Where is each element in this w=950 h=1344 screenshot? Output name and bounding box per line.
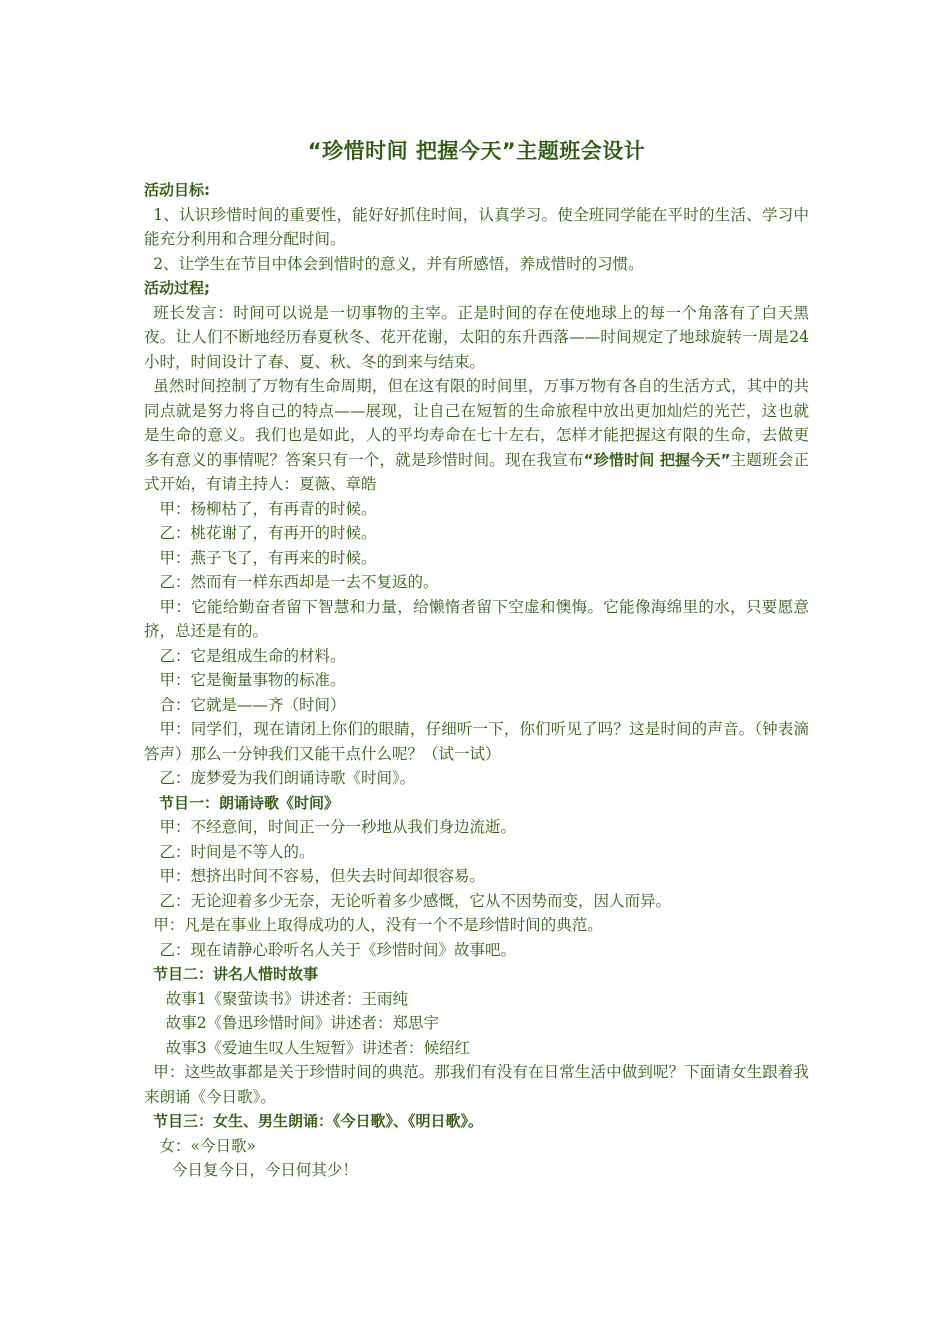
program-1-heading: 节目一：朗诵诗歌《时间》 [159, 793, 340, 812]
dialog-line: 甲：燕子飞了，有再来的时候。 [159, 548, 377, 567]
process-heading: 活动过程; [144, 279, 210, 297]
dialog-line: 乙：它是组成生命的材料。 [159, 646, 346, 665]
document-page [144, 120, 809, 1183]
dialog-line: 甲：凡是在事业上取得成功的人，没有一个不是珍惜时间的典范。 [153, 916, 603, 934]
story-item: 故事2《鲁迅珍惜时间》讲述者：郑思宇 [165, 1014, 440, 1032]
dialog-line: 甲：杨柳枯了，有再青的时候。 [159, 499, 377, 518]
dialog-line: 甲：它能给勤奋者留下智慧和力量，给懒惰者留下空虚和懊悔。它能像海绵里的水，只要愿意挤，总还是有的。 [144, 597, 809, 640]
dialog-line: 甲：想挤出时间不容易，但失去时间却很容易。 [159, 867, 486, 885]
dialog-line: 乙：无论迎着多少无奈，无论听着多少感慨，它从不因势而变，因人而异。 [159, 891, 672, 910]
goal-item: 1、认识珍惜时间的重要性，能好好抓住时间，认真学习。使全班同学能在平时的生活、学习中能充分利用和合理分配时间。 [144, 205, 809, 248]
story-item: 故事1《聚萤读书》讲述者：王雨纯 [165, 989, 409, 1008]
dialog-line: 乙：庞梦爱为我们朗诵诗歌《时间》。 [159, 769, 416, 787]
dialog-line: 甲：它是衡量事物的标准。 [159, 671, 346, 689]
document-title: “珍惜时间 把握今天”主题班会设计 [307, 139, 646, 163]
dialog-line: 乙：现在请静心聆听名人关于《珍惜时间》故事吧。 [159, 940, 517, 959]
program-3-heading: 节目三：女生、男生朗诵：《今日歌》、《明日歌》。 [153, 1112, 484, 1130]
dialog-line: 甲：同学们，现在请闭上你们的眼睛，仔细听一下，你们听见了吗？这是时间的声音。（钟表滴答声）那么一分钟我们又能干点什么呢？（试一试） [144, 720, 809, 763]
theme-name-bold: “珍惜时间 把握今天” [583, 450, 731, 469]
dialog-line: 合：它就是——齐（时间） [159, 695, 346, 714]
opening-paragraph [144, 374, 809, 497]
goal-item: 2、让学生在节目中体会到惜时的意义，并有所感悟，养成惜时的习惯。 [153, 254, 644, 273]
dialog-line: 甲：不经意间，时间正一分一秒地从我们身边流逝。 [159, 818, 517, 836]
opening-text-end: 主题班会正式开始，有请主持人：夏薇、章皓 [144, 450, 809, 493]
opening-text: 虽然时间控制了万物有生命周期，但在这有限的时间里，万事万物有各自的生活方式，其中的共同点就是努力将自己的特点——展现，让自己在短暂的生命旅程中放出更加灿烂的光芒，这也就是生命的意义。我们也是如此，人的平均寿命在七十左右，怎样才能把握这有限的生命，去做更多有意义的事情呢？答案只有一个，就是珍惜时间。现在我宣布 [144, 377, 809, 469]
dialog-line: 乙：桃花谢了，有再开的时候。 [159, 524, 377, 542]
dialog-line: 乙：时间是不等人的。 [159, 842, 315, 861]
dialog-line: 乙：然而有一样东西却是一去不复返的。 [159, 573, 439, 591]
poem-label: 女：«今日歌» [159, 1136, 256, 1155]
poem-line: 今日复今日，今日何其少！ [171, 1161, 358, 1179]
program-2-heading: 节目二：讲名人惜时故事 [153, 965, 319, 983]
story-item: 故事3《爱迪生叹人生短暂》讲述者：候绍红 [165, 1038, 471, 1057]
dialog-line: 甲：这些故事都是关于珍惜时间的典范。那我们有没有在日常生活中做到呢？下面请女生跟着我来朗诵《今日歌》。 [144, 1063, 809, 1106]
goal-heading: 活动目标: [144, 181, 210, 199]
monitor-speech-paragraph: 班长发言：时间可以说是一切事物的主宰。正是时间的存在使地球上的每一个角落有了白天黑夜。让人们不断地经历春夏秋冬、花开花谢，太阳的东升西落——时间规定了地球旋转一周是24小时，时间设计了春、夏、秋、冬的到来与结束。 [144, 303, 809, 371]
